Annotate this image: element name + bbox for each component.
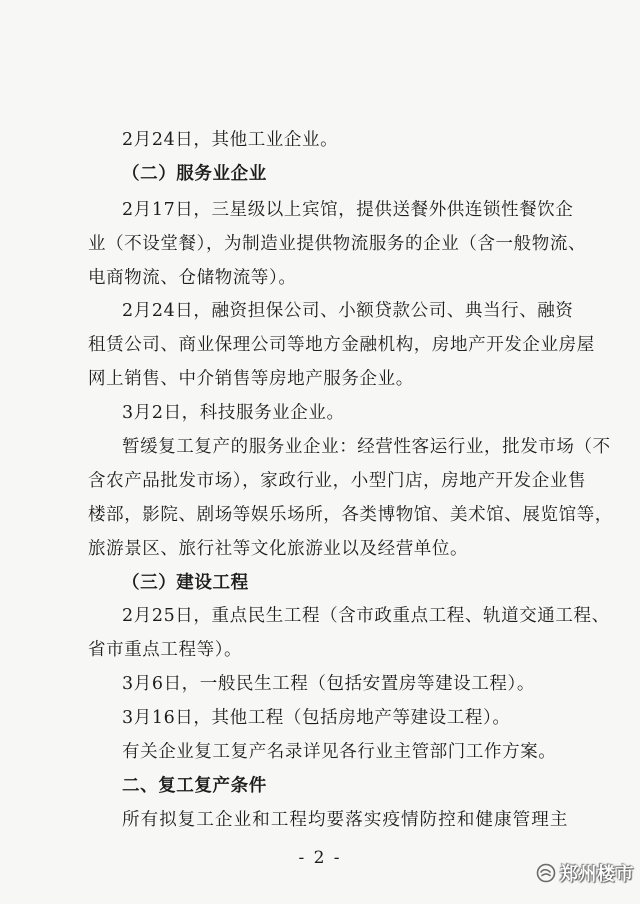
watermark-text: 郑州楼市 xyxy=(560,864,634,885)
paragraph-line: 楼部，影院、剧场等娱乐场所，各类博物馆、美术馆、展览馆等， xyxy=(88,505,613,525)
paragraph-line: 旅游景区、旅行社等文化旅游业以及经营单位。 xyxy=(88,539,469,559)
page-number: - 2 - xyxy=(298,848,342,868)
paragraph-line: 电商物流、仓储物流等）。 xyxy=(88,268,297,288)
section-heading: （二）服务业企业 xyxy=(122,164,267,184)
section-heading: （三）建设工程 xyxy=(122,573,249,593)
paragraph-line: 网上销售、中介销售等房地产服务企业。 xyxy=(88,369,414,389)
paragraph-line: 2月24日，其他工业企业。 xyxy=(122,130,339,150)
watermark xyxy=(536,858,640,888)
wechat-channel-icon xyxy=(536,863,556,883)
paragraph-line: 3月16日，其他工程（包括房地产等建设工程）。 xyxy=(122,708,511,728)
paragraph-line: 2月17日，三星级以上宾馆，提供送餐外供连锁性餐饮企 xyxy=(122,200,574,220)
paragraph-line: 省市重点工程等）。 xyxy=(88,640,243,660)
paragraph-line: 含农产品批发市场），家政行业，小型门店，房地产开发企业售 xyxy=(88,471,587,491)
paragraph-line: 3月2日，科技服务业企业。 xyxy=(122,403,345,423)
paragraph-line: 有关企业复工复产名录详见各行业主管部门工作方案。 xyxy=(122,742,557,762)
paragraph-line: 2月24日，融资担保公司、小额贷款公司、典当行、融资 xyxy=(122,301,574,321)
paragraph-line: 暂缓复工复产的服务业企业：经营性客运行业，批发市场（不 xyxy=(122,437,611,457)
paragraph-line: 业（不设堂餐），为制造业提供物流服务的企业（含一般物流、 xyxy=(88,234,587,254)
paragraph-line: 3月6日，一般民生工程（包括安置房等建设工程）。 xyxy=(122,674,535,694)
paragraph-line: 所有拟复工企业和工程均要落实疫情防控和健康管理主 xyxy=(122,810,568,830)
section-heading: 二、复工复产条件 xyxy=(122,776,267,796)
paragraph-line: 2月25日，重点民生工程（含市政重点工程、轨道交通工程、 xyxy=(122,606,610,626)
paragraph-line: 租赁公司、商业保理公司等地方金融机构，房地产开发企业房屋 xyxy=(88,335,595,355)
